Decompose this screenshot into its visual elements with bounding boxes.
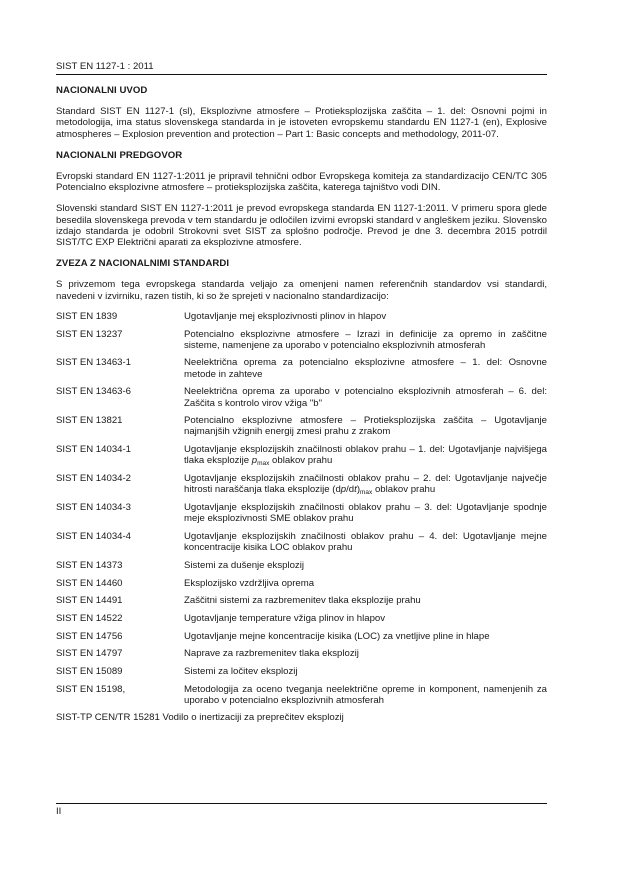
page-content bbox=[56, 85, 547, 733]
standard-title: Ugotavljanje mej eksplozivnosti plinov in hlapov bbox=[184, 310, 387, 322]
table-row bbox=[56, 308, 547, 326]
standard-code: SIST EN 14756 bbox=[56, 630, 123, 642]
standard-code: SIST EN 13463-6 bbox=[56, 386, 132, 398]
standard-code: SIST EN 14460 bbox=[56, 577, 123, 589]
table-row bbox=[56, 499, 547, 528]
table-row bbox=[56, 383, 547, 412]
paragraph: S privzemom tega evropskega standarda veljajo za omenjeni namen referenčnih standardov vsi standardi, navedeni v izvirniku, razen tistih, ki so že sprejeti v nacionalno standardizacijo: bbox=[56, 279, 547, 302]
standard-code: SIST EN 15089 bbox=[56, 666, 123, 678]
paragraph: Slovenski standard SIST EN 1127-1:2011 je prevod evropskega standarda EN 1127-1:2011. V primeru spora glede besedila slovenskega prevoda v tem standardu je odločilen izvirni evropski standard v angleškem jeziku. Slovensko izdajo standarda je odobril Strokovni svet SIST za splošno področje. Prevod je dne 3. decembra 2015 potrdil SIST/TC EXP Električni aparati za eksplozivne atmosfere. bbox=[56, 203, 547, 249]
running-header: SIST EN 1127-1 : 2011 bbox=[56, 61, 154, 72]
standard-code: SIST EN 14034-2 bbox=[56, 473, 132, 485]
section-heading: NACIONALNI UVOD bbox=[56, 85, 148, 96]
standard-code: SIST EN 14034-3 bbox=[56, 501, 132, 513]
header-rule bbox=[56, 74, 547, 75]
standard-code: SIST EN 14034-4 bbox=[56, 530, 132, 542]
standard-code: SIST EN 14373 bbox=[56, 559, 123, 571]
table-row bbox=[56, 412, 547, 441]
section-heading: ZVEZA Z NACIONALNIMI STANDARDI bbox=[56, 258, 230, 270]
section-heading: NACIONALNI PREDGOVOR bbox=[56, 149, 183, 161]
standard-title: Ugotavljanje eksplozijskih značilnosti oblakov prahu – 2. del: Ugotavljanje največje hitrosti naraščanja tlaka eksplozije $(dp/dt)_{max}$ oblakov prahu bbox=[184, 473, 547, 497]
final-reference: SIST-TP CEN/TR 15281 Vodilo o inertizaciji za preprečitev eksplozij bbox=[56, 711, 344, 723]
section-zveza-z-nacionalnimi-standardi bbox=[56, 258, 547, 723]
table-row bbox=[56, 610, 547, 628]
standard-code: SIST EN 1839 bbox=[56, 310, 118, 322]
standard-code: SIST EN 15198, bbox=[56, 683, 126, 695]
standard-title: Zaščitni sistemi za razbremenitev tlaka eksplozije prahu bbox=[184, 595, 421, 607]
reference-table bbox=[56, 308, 547, 710]
standard-title: Eksplozijsko vzdržljiva oprema bbox=[184, 577, 315, 589]
standard-title: Ugotavljanje temperature vžiga plinov in hlapov bbox=[184, 612, 386, 624]
standard-title: Ugotavljanje eksplozijskih značilnosti oblakov prahu – 4. del: Ugotavljanje mejne koncentracije kisika LOC oblakov prahu bbox=[184, 530, 547, 554]
page-number: II bbox=[56, 806, 62, 817]
standard-code: SIST EN 13821 bbox=[56, 415, 123, 427]
standard-title: Potencialno eksplozivne atmosfere – Izrazi in definicije za opremo in zaščitne sisteme, namenjene za uporabo v potencialno eksplozivnih atmosferah bbox=[184, 328, 547, 351]
section-nacionalni-uvod bbox=[56, 85, 547, 140]
standard-code: SIST EN 13463-1 bbox=[56, 357, 132, 369]
standard-title: Ugotavljanje mejne koncentracije kisika (LOC) za vnetljive pline in hlape bbox=[184, 630, 490, 642]
table-row bbox=[56, 528, 547, 557]
standard-title: Ugotavljanje eksplozijskih značilnosti oblakov prahu – 1. del: Ugotavljanje najvišjega tlaka eksplozije $p_{max}$ oblakov prahu bbox=[184, 444, 547, 468]
table-row bbox=[56, 628, 547, 646]
table-row bbox=[56, 557, 547, 575]
standard-title: Sistemi za ločitev eksplozij bbox=[184, 666, 298, 678]
standard-title: Potencialno eksplozivne atmosfere – Protieksplozijska zaščita – Ugotavljanje najmanjših vžignih energij zmesi prahu z zrakom bbox=[184, 415, 547, 438]
table-row bbox=[56, 592, 547, 610]
table-row bbox=[56, 470, 547, 499]
table-row bbox=[56, 326, 547, 355]
table-row bbox=[56, 575, 547, 593]
standard-title: Sistemi za dušenje eksplozij bbox=[184, 559, 304, 571]
paragraph: Evropski standard EN 1127-1:2011 je pripravil tehnični odbor Evropskega komiteja za standardizacijo CEN/TC 305 Potencialno eksplozivne atmosfere – protieksplozijska zaščita, katerega tajništvo vodi DIN. bbox=[56, 171, 547, 194]
standard-title: Ugotavljanje eksplozijskih značilnosti oblakov prahu – 3. del: Ugotavljanje spodnje meje eksplozivnosti SME oblakov prahu bbox=[184, 501, 547, 525]
standard-title: Metodologija za oceno tveganja neelektrične opreme in komponent, namenjenih za uporabo v potencialno eksplozivnih atmosferah bbox=[184, 683, 547, 706]
standard-code: SIST EN 13237 bbox=[56, 328, 123, 340]
table-row bbox=[56, 663, 547, 681]
table-row bbox=[56, 681, 547, 710]
standard-title: Neelektrična oprema za uporabo v potencialno eksplozivnih atmosferah – 6. del: Zaščita s kontrolo virov vžiga "b" bbox=[184, 386, 547, 409]
table-row bbox=[56, 645, 547, 663]
table-row bbox=[56, 441, 547, 470]
table-row bbox=[56, 354, 547, 383]
paragraph: Standard SIST EN 1127-1 (sl), Eksplozivne atmosfere – Protieksplozijska zaščita – 1. del: Osnovni pojmi in metodologija, ima status slovenskega standarda in je istoveten evropskemu standardu EN 1127-1 (en), Explosive atmospheres – Explosion prevention and protection – Part 1: Basic concepts and methodology, 2011-07. bbox=[56, 106, 547, 140]
standard-code: SIST EN 14522 bbox=[56, 612, 123, 624]
standard-title: Neelektrična oprema za potencialno eksplozivne atmosfere – 1. del: Osnovne metode in zahteve bbox=[184, 357, 547, 380]
standard-code: SIST EN 14034-1 bbox=[56, 444, 132, 456]
standard-title: Naprave za razbremenitev tlaka eksplozij bbox=[184, 648, 359, 660]
standard-code: SIST EN 14797 bbox=[56, 648, 123, 660]
section-nacionalni-predgovor bbox=[56, 150, 547, 248]
standard-code: SIST EN 14491 bbox=[56, 595, 123, 607]
footer-rule bbox=[56, 803, 547, 804]
